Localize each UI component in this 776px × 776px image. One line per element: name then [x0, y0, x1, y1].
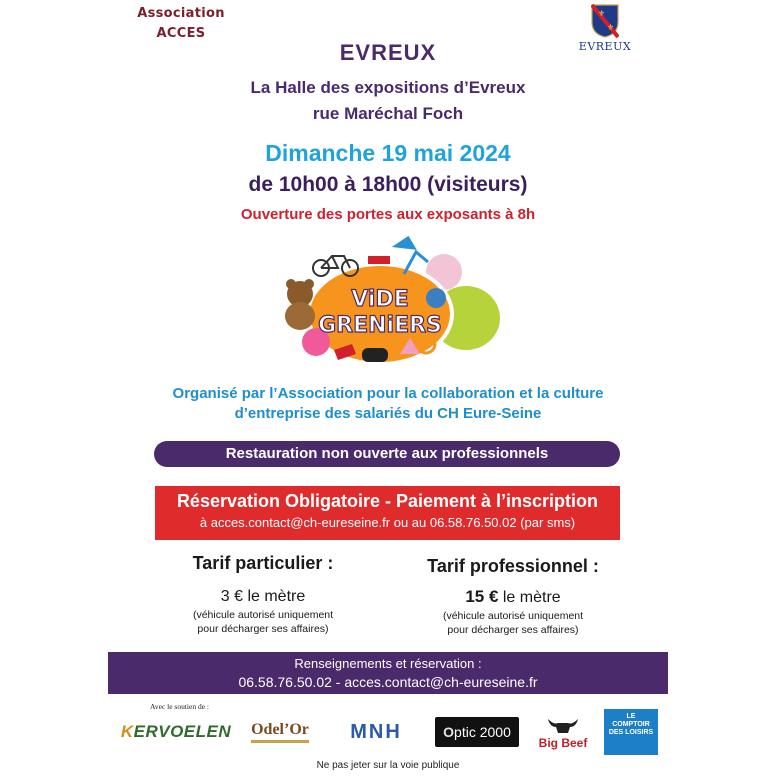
- tariff-professional-note-line2: pour décharger ses affaires): [447, 624, 579, 636]
- tariff-private: [160, 553, 366, 636]
- tariff-private-note-line1: (véhicule autorisé uniquement: [192, 609, 334, 621]
- tariff-professional-unit: le mètre: [502, 589, 561, 606]
- optic-o: O: [443, 724, 455, 740]
- coat-of-arms-icon: [591, 4, 619, 38]
- reservation-title: Réservation Obligatoire - Paiement à l’inscription: [176, 491, 599, 511]
- tariff-private-amount: 3 €: [220, 588, 243, 605]
- tariff-private-heading: Tarif particulier :: [192, 553, 334, 573]
- tariff-private-note-line2: pour décharger ses affaires): [197, 623, 329, 635]
- venue-street: rue Maréchal Foch: [312, 104, 464, 123]
- tariff-professional-note-line1: (véhicule autorisé uniquement: [442, 610, 584, 622]
- svg-text:⚜: ⚜: [607, 23, 615, 32]
- pot-icon: [368, 256, 390, 264]
- organizer-line1: Organisé par l’Association pour la collaboration et la culture: [172, 385, 604, 402]
- footer-notice: Ne pas jeter sur la voie publique: [316, 760, 460, 771]
- gamepad-icon: [362, 348, 388, 362]
- bigbeef-text: Big Beef: [538, 736, 588, 750]
- organizer-line2: d’entreprise des salariés du CH Eure-Seine: [234, 405, 542, 422]
- tariff-private-note: [160, 608, 366, 636]
- sponsor-logos: [120, 708, 670, 758]
- tariff-professional-amount: 15 €: [465, 587, 499, 606]
- svg-text:⚜: ⚜: [598, 9, 606, 18]
- kervoelen-k: K: [120, 722, 134, 741]
- tariff-private-unit: le mètre: [247, 588, 306, 605]
- association-name-line2: ACCES: [156, 26, 206, 41]
- venue-name: La Halle des expositions d’Evreux: [250, 78, 526, 97]
- logo-line2: GRENiERS: [318, 313, 442, 338]
- restaurant-notice-banner: Restauration non ouverte aux professionnels: [154, 441, 620, 467]
- sponsor-comptoir: [602, 708, 660, 756]
- exhibitor-opening: Ouverture des portes aux exposants à 8h: [240, 206, 536, 223]
- odelor-text: Odel’Or: [251, 721, 309, 743]
- info-label: Renseignements et réservation :: [294, 656, 482, 671]
- reservation-banner: [155, 486, 620, 540]
- vide-greniers-logo: [276, 234, 506, 372]
- tariff-professional: [410, 556, 616, 637]
- reservation-contact: à acces.contact@ch-eureseine.fr ou au 06.58.76.50.02 (par sms): [199, 515, 576, 530]
- sponsor-bigbeef: [534, 708, 592, 756]
- sponsors-intro: Avec le soutien de :: [150, 702, 210, 711]
- logo-line1: ViDE: [351, 287, 409, 312]
- city-title: EVREUX: [339, 40, 437, 65]
- info-banner: [108, 652, 668, 694]
- crest-label: EVREUX: [578, 40, 632, 53]
- comptoir-text: LE COMPTOIR DES LOISIRS: [604, 709, 658, 755]
- organizer-text: [0, 384, 776, 424]
- sponsor-kervoelen: [120, 708, 232, 756]
- mnh-text: MNH: [350, 720, 402, 743]
- bull-head-icon: [546, 715, 580, 735]
- event-date: Dimanche 19 mai 2024: [265, 140, 511, 166]
- event-hours: de 10h00 à 18h00 (visiteurs): [248, 173, 528, 196]
- sponsor-mnh: [336, 708, 416, 756]
- sponsor-odelor: [238, 708, 322, 756]
- tariff-professional-note: [410, 609, 616, 637]
- tariff-professional-price: [410, 587, 616, 607]
- association-name-line1: Association: [137, 6, 225, 21]
- kervoelen-rest: ERVOELEN: [133, 722, 232, 741]
- optic-rest: ptic 2000: [454, 724, 511, 740]
- tariff-professional-heading: Tarif professionnel :: [427, 556, 599, 576]
- sponsor-optic2000: [430, 708, 524, 756]
- tariff-private-price: [160, 588, 366, 606]
- association-logo: [126, 4, 236, 44]
- info-contact: 06.58.76.50.02 - acces.contact@ch-eureseine.fr: [238, 674, 538, 690]
